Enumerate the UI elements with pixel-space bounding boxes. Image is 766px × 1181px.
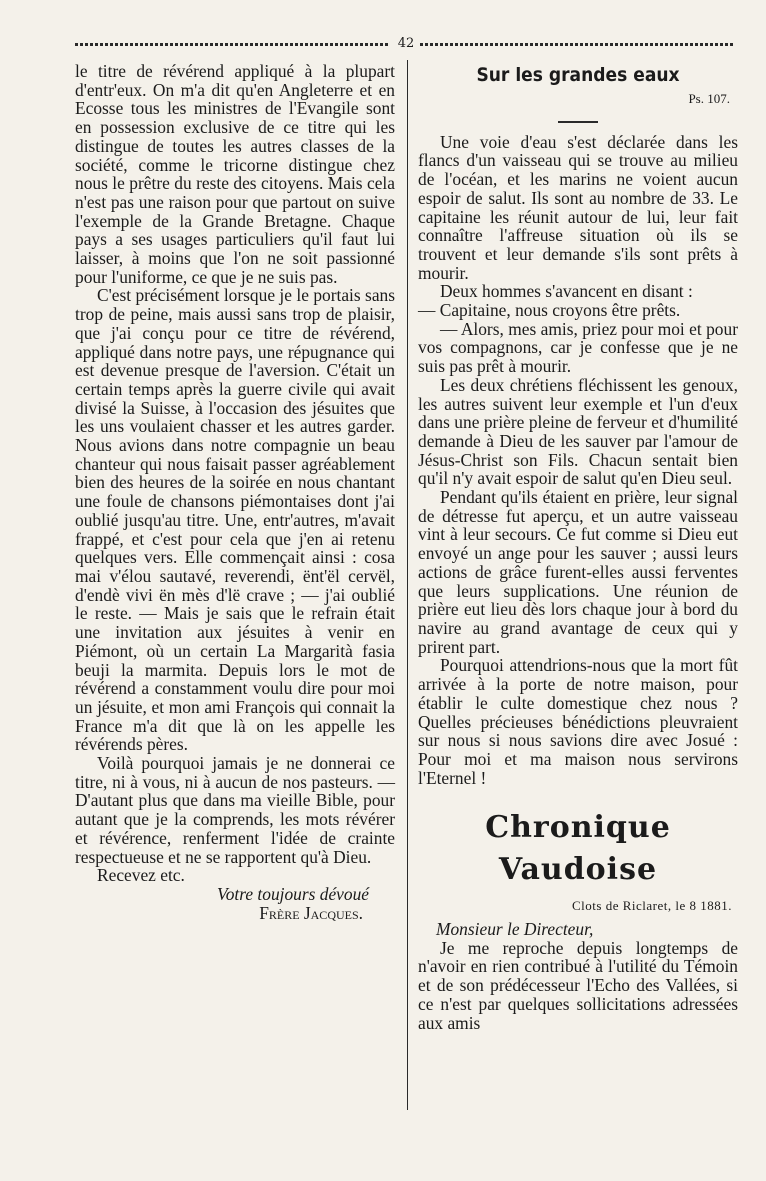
paragraph: Pourquoi attendrions-nous que la mort fût arrivée à la porte de notre maison, pour établir le culte domestique chez nous ? Quelles précieuses bénédictions pleuvraient sur nous si nous savions dire avec Josué : Pour moi et ma maison nous servirons l'Eternel ! [418, 655, 738, 788]
left-column [75, 62, 395, 922]
header-ornament-right [420, 43, 735, 46]
article-title: Sur les grandes eaux [476, 64, 680, 86]
paragraph: le titre de révérend appliqué à la plupart d'entr'eux. On m'a dit qu'en Angleterre et en Ecosse tous les ministres de l'Evangile sont en possession exclusive de ce titre qui les distingue de toutes les autres classes de la société, comme le tricorne distingue chez nous le prêtre du reste des citoyens. Mais cela n'est pas une raison pour que partout on suive l'exemple de la Grande Bretagne. Chaque pays a ses usages particuliers qu'il faut lui laisser, à moins que l'on ne soit passionné pour l'uniforme, ce que je ne suis pas. [75, 61, 395, 287]
paragraph: Une voie d'eau s'est déclarée dans les flancs d'un vaisseau qui se trouve au milieu de l'océan, et les marins ne voient aucun espoir de salut. Ils sont au nombre de 33. Le capitaine les réunit autour de lui, leur fait connaître l'affreuse situation où ils se trouvent et leur demande s'ils sont prêts à mourir. [418, 131, 738, 283]
paragraph: — Alors, mes amis, priez pour moi et pour vos compagnons, car je confesse que je ne suis pas prêt à mourir. [418, 318, 738, 377]
paragraph: C'est précisément lorsque je le portais sans trop de peine, mais aussi sans trop de plaisir, que j'ai conçu pour ce titre de révérend, appliqué dans notre pays, une répugnance qui est devenue presque de l'aversion. C'était un certain temps après la guerre civile qui avait divisé la Suisse, à l'occasion des jésuites que les uns voulaient chasser et les autres garder. Nous avions dans notre compagnie un beau chanteur qui nous faisait passer agréablement bien des heures de la soirée en nous chantant une foule de chansons piémontaises dont j'ai oublié jusqu'au titre. Une, entr'autres, m'avait frappé, et c'est pour cela que j'en ai retenu quelques vers. Elle commençait ainsi : cosa mai v'élou sautavé, reverendi, ënt'ël cervël, d'endè vivi ën mès d'lë crave ; — j'ai oublié le reste. — Mais je sais que le refrain était une invitation aux jésuites à venir en Piémont, où un certain La Margarità fasia beuji la marmita. Depuis lors le mot de révérend a constamment voulu dire pour moi un jésuite, et mon ami François qui connait la France m'a dit que là on les appelle les révérends pères. [75, 285, 395, 755]
section-title: Chronique Vaudoise [485, 810, 671, 888]
page-header [75, 36, 735, 52]
paragraph: Recevez etc. [97, 865, 185, 886]
header-ornament-left [75, 43, 390, 46]
dateline: Clots de Riclaret, le 8 1881. [571, 898, 732, 914]
paragraph: Voilà pourquoi jamais je ne donnerai ce titre, ni à vous, ni à aucun de nos pasteurs. — D'autant plus que dans ma vieille Bible, pour autant que je la comprends, les mots révérer et révérence, renferment l'idée de crainte respectueuse et ne se rapportent qu'à Dieu. [75, 753, 395, 867]
scripture-reference: Ps. 107. [688, 91, 730, 106]
paragraph: Je me reproche depuis longtemps de n'avoir en rien contribué à l'utilité du Témoin et de son prédécesseur l'Echo des Vallées, si ce n'est par quelques sollicitations adressées aux amis [418, 937, 738, 1033]
paragraph: Pendant qu'ils étaient en prière, leur signal de détresse fut aperçu, et un autre vaisseau vint à leur secours. Ce fut comme si Dieu eut envoyé un ange pour les sauver ; aussi leurs actions de grâce furent-elles aussi ferventes que leurs supplications. Une réunion de prière eut lieu dès lors chaque jour à bord du navire au grand avantage de ceux qui y prirent part. [418, 487, 738, 657]
column-divider [407, 60, 408, 1110]
salutation: Monsieur le Directeur, [436, 919, 594, 940]
right-column [418, 62, 738, 1032]
closing-line: Votre toujours dévoué [217, 883, 369, 904]
signature: Frère Jacques. [259, 902, 363, 923]
page-number: 42 [397, 36, 415, 51]
paragraph: Deux hommes s'avancent en disant : [440, 281, 693, 302]
paragraph: Les deux chrétiens fléchissent les genoux, les autres suivent leur exemple et l'un d'eux dans une prière pleine de ferveur et d'humilité demande à Dieu de les sauver par l'amour de Jésus-Christ son Fils. Chacun sentait bien qu'il n'y avait espoir de salut qu'en Dieu seul. [418, 374, 738, 489]
paragraph: — Capitaine, nous croyons être prêts. [418, 300, 681, 321]
separator [558, 121, 598, 123]
